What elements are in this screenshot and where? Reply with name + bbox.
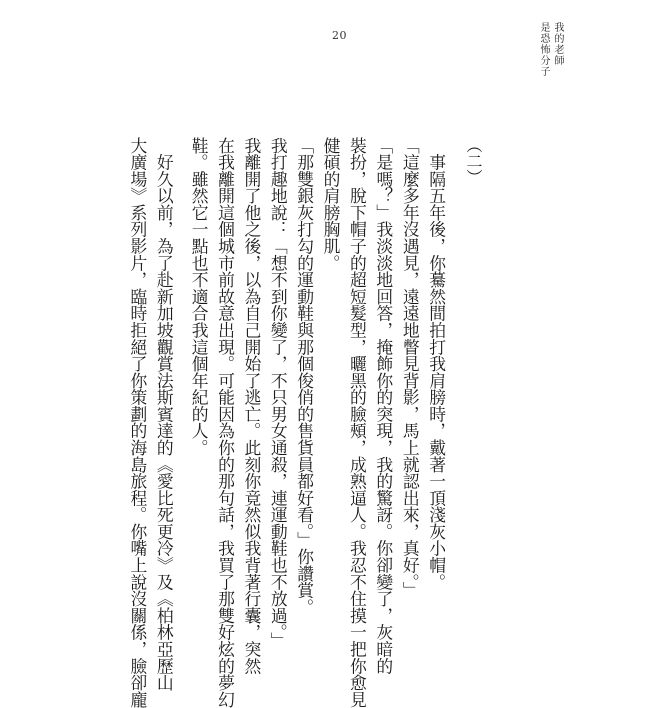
text-column: 「是嗎？」我淡淡地回答，掩飾你的突現，我的驚訝。你卻變了，灰暗的 <box>373 137 394 675</box>
body-text <box>127 137 483 708</box>
text-column: 事隔五年後，你驀然間拍打我肩膀時，戴著一頂淺灰小帽。 <box>426 137 447 591</box>
page-number: 20 <box>332 29 347 42</box>
text-column: 我離開了他之後，以為自己開始了逃亡。此刻你竟然似我背著行囊，突然 <box>241 137 262 675</box>
text-column: 「這麼多年沒遇見，遠遠地瞥見背影，馬上就認出來，真好。」 <box>400 137 421 599</box>
text-column: 健碩的肩膀胸肌。 <box>321 137 342 272</box>
section-heading: （二） <box>464 137 483 185</box>
text-column: 鞋。雖然它一點也不適合我這個年紀的人。 <box>189 137 210 457</box>
running-head-line: 我的老師 <box>552 22 563 66</box>
text-column: 「那雙銀灰打勾的運動鞋與那個俊俏的售貨員都好看。」你讚賞。 <box>294 137 315 616</box>
text-column: 在我離開這個城市前故意出現。可能因為你的那句話，我買了那雙好炫的夢幻 <box>215 137 236 708</box>
text-column: 大廣場》系列影片，臨時拒絕了你策劃的海島旅程。你嘴上說沒關係，臉卻龐 <box>127 137 148 708</box>
text-column: 我打趣地說：「想不到你變了，不只男女通殺，連運動鞋也不放過。」 <box>268 137 289 650</box>
text-column: 裝扮，脫下帽子的超短髮型，曬黑的臉頰，成熟逼人。我忍不住摸一把你愈見 <box>347 137 368 708</box>
text-column: 好久以前，為了赴新加坡觀賞法斯賓達的《愛比死更冷》及《柏林亞歷山 <box>154 137 175 692</box>
running-head-line: 是恐怖分子 <box>538 22 549 77</box>
running-head <box>468 22 562 77</box>
